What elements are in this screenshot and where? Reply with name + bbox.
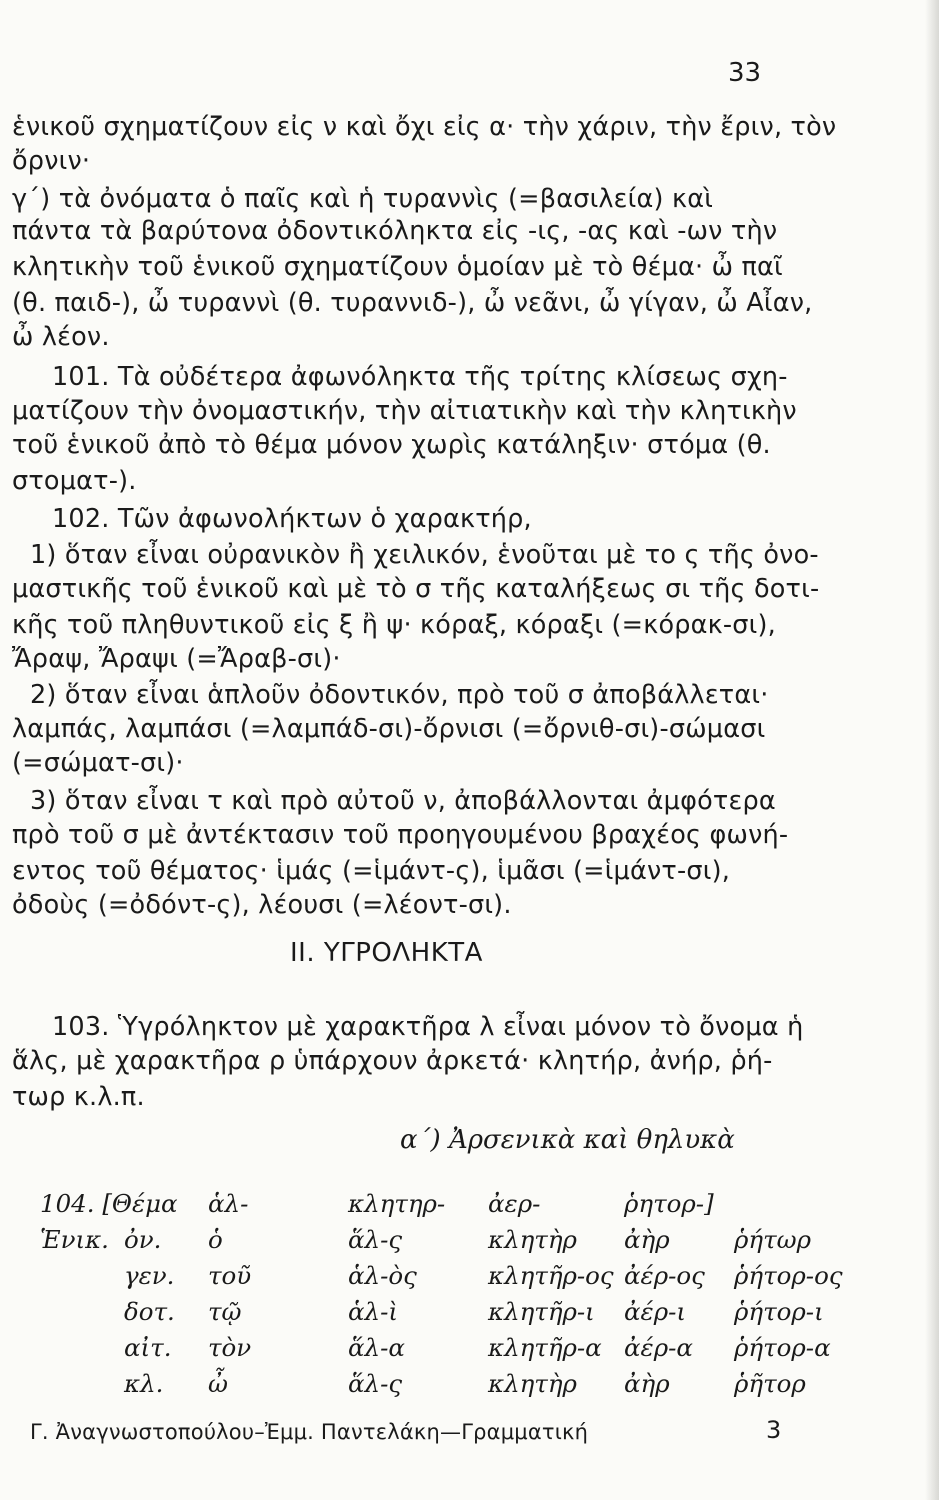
table-cell: τὸν [208, 1332, 252, 1362]
text-line: πάντα τὰ βαρύτονα ὀδοντικόληκτα εἰς -ις, -ας καὶ -ων τὴν [12, 216, 778, 246]
text-line: (θ. παιδ-), ὦ τυραννὶ (θ. τυραννιδ-), ὦ νεᾶνι, ὦ γίγαν, ὦ Αἶαν, [12, 288, 813, 318]
table-cell: κλητὴρ [488, 1224, 577, 1254]
table-cell: γεν. [124, 1260, 175, 1290]
text-line: ματίζουν τὴν ὀνομαστικήν, τὴν αἰτιατικὴν καὶ τὴν κλητικὴν [12, 396, 797, 426]
table-cell: κλητῆρ-ος [488, 1260, 614, 1290]
text-line: 101. Τὰ οὐδέτερα ἀφωνόληκτα τῆς τρίτης κλίσεως σχη- [52, 362, 788, 392]
text-line: γ΄) τὰ ὀνόματα ὁ παῖς καὶ ἡ τυραννὶς (=βασιλεία) καὶ [12, 184, 714, 214]
text-line: (=σώματ-σι)· [12, 748, 184, 778]
table-cell: τῷ [208, 1296, 242, 1326]
declension-table [40, 1185, 843, 1401]
table-cell: ῥῆτορ [734, 1368, 806, 1398]
text-line: ὄρνιν· [12, 146, 91, 176]
text-line: κῆς τοῦ πληθυντικοῦ εἰς ξ ἢ ψ· κόραξ, κόραξι (=κόρακ-σι), [12, 610, 776, 640]
table-cell [40, 1365, 124, 1401]
table-cell: κλητῆρ-ι [488, 1296, 595, 1326]
table-cell: ὁ [208, 1224, 223, 1254]
table-cell: ἅλ-ς [348, 1368, 403, 1398]
table-cell: δοτ. [124, 1296, 175, 1326]
text-line: τοῦ ἑνικοῦ ἀπὸ τὸ θέμα μόνον χωρὶς κατάληξιν· στόμα (θ. [12, 430, 771, 460]
table-cell: ῥήτορ-ι [734, 1296, 824, 1326]
table-cell: κλ. [124, 1368, 164, 1398]
table-cell: ἀέρ-ι [624, 1296, 686, 1326]
text-line: πρὸ τοῦ σ μὲ ἀντέκτασιν τοῦ προηγουμένου βραχέος φωνή- [12, 820, 789, 850]
table-cell [40, 1329, 124, 1365]
text-line: 1) ὅταν εἶναι οὐρανικὸν ἢ χειλικόν, ἑνοῦται μὲ το ς τῆς ὀνο- [30, 540, 819, 570]
table-cell: 104. [Θέμα [40, 1188, 178, 1218]
table-cell: ἅλ-ς [348, 1224, 403, 1254]
table-row [40, 1293, 843, 1329]
text-line: 102. Τῶν ἀφωνολήκτων ὁ χαρακτήρ, [52, 504, 532, 534]
table-cell: ἁλ-ὸς [348, 1260, 417, 1290]
text-line: 103. Ὑγρόληκτον μὲ χαρακτῆρα λ εἶναι μόνον τὸ ὄνομα ἡ [52, 1012, 804, 1042]
table-row [40, 1221, 843, 1257]
text-line: ὀδοὺς (=ὀδόντ-ς), λέουσι (=λέοντ-σι). [12, 890, 512, 920]
table-row [40, 1365, 843, 1401]
text-line: μαστικῆς τοῦ ἑνικοῦ καὶ μὲ τὸ σ τῆς καταλήξεως σι τῆς δοτι- [12, 574, 820, 604]
table-cell: αἰτ. [124, 1332, 172, 1362]
table-cell: ἀέρ-ος [624, 1260, 705, 1290]
table-cell: Ἑνικ. [40, 1224, 109, 1254]
table-cell: ἀερ- [488, 1188, 541, 1218]
text-line: κλητικὴν τοῦ ἑνικοῦ σχηματίζουν ὁμοίαν μὲ τὸ θέμα· ὦ παῖ [12, 252, 783, 282]
table-cell: κλητῆρ-α [488, 1332, 602, 1362]
text-line: τωρ κ.λ.π. [12, 1082, 145, 1112]
text-line: ὦ λέον. [12, 322, 110, 352]
text-line: εντος τοῦ θέματος· ἱμάς (=ἱμάντ-ς), ἱμᾶσι (=ἱμάντ-σι), [12, 856, 731, 886]
table-cell: ἀέρ-α [624, 1332, 693, 1362]
text-line: Ἄραψ, Ἄραψι (=Ἄραβ-σι)· [12, 644, 341, 674]
table-cell: ῥήτορ-α [734, 1332, 831, 1362]
text-line: στοματ-). [12, 466, 137, 496]
section-heading: II. ΥΓΡΟΛΗΚΤΑ [290, 938, 483, 968]
text-line: 3) ὅταν εἶναι τ καὶ πρὸ αὐτοῦ ν, ἀποβάλλονται ἀμφότερα [30, 786, 776, 816]
subsection-heading: α΄) Ἀρσενικὰ καὶ θηλυκὰ [400, 1125, 735, 1155]
text-line: λαμπάς, λαμπάσι (=λαμπάδ-σι)-ὄρνισι (=ὄρνιθ-σι)-σώμασι [12, 714, 766, 744]
page-number: 33 [728, 58, 762, 88]
table-cell: ἅλ-α [348, 1332, 405, 1362]
table-cell: ῥήτωρ [734, 1224, 812, 1254]
table-cell [40, 1257, 124, 1293]
table-row [40, 1257, 843, 1293]
table-cell: ἀὴρ [624, 1224, 670, 1254]
page-edge-shadow [925, 0, 939, 1500]
text-line: ἅλς, μὲ χαρακτῆρα ρ ὑπάρχουν ἀρκετά· κλητήρ, ἀνήρ, ῥή- [12, 1046, 773, 1076]
table-cell: ἁλ- [208, 1188, 249, 1218]
table-row [40, 1329, 843, 1365]
footer-signature: Γ. Ἀναγνωστοπούλου–Ἐμμ. Παντελάκη—Γραμματική [30, 1420, 589, 1444]
table-cell: κλητηρ- [348, 1188, 446, 1218]
table-row [40, 1185, 843, 1221]
table-cell: ῥητορ-] [624, 1188, 714, 1218]
table-cell: ῥήτορ-ος [734, 1260, 843, 1290]
table-cell: ἀὴρ [624, 1368, 670, 1398]
table-cell: κλητὴρ [488, 1368, 577, 1398]
table-cell: τοῦ [208, 1260, 252, 1290]
table-cell [40, 1293, 124, 1329]
text-line: ἑνικοῦ σχηματίζουν εἰς ν καὶ ὄχι εἰς α· τὴν χάριν, τὴν ἔριν, τὸν [12, 112, 837, 142]
table-cell: ἁλ-ὶ [348, 1296, 398, 1326]
text-line: 2) ὅταν εἶναι ἁπλοῦν ὀδοντικόν, πρὸ τοῦ σ ἀποβάλλεται· [30, 680, 769, 710]
signature-number: 3 [766, 1416, 782, 1444]
table-cell: ὦ [208, 1368, 228, 1398]
table-cell: ὀν. [124, 1224, 162, 1254]
